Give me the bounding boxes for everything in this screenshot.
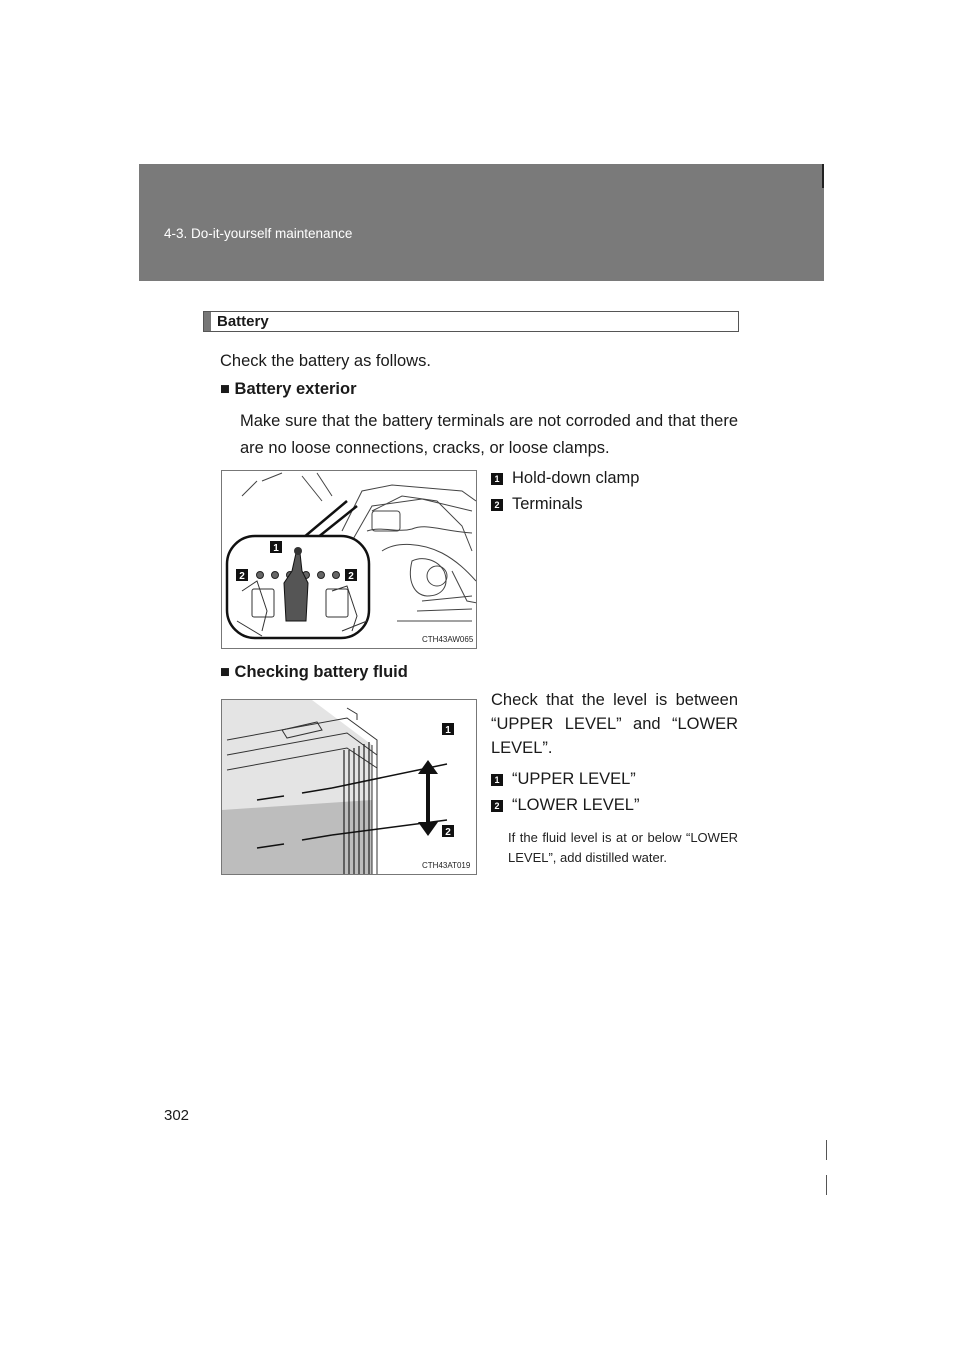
svg-text:2: 2 (239, 571, 245, 582)
distilled-water-note: If the fluid level is at or below “LOWER LEVEL”, add distilled water. (508, 830, 738, 865)
callout-number-badge: 1 (491, 473, 503, 485)
margin-rule (826, 1140, 827, 1160)
callout-number-badge: 2 (491, 499, 503, 511)
section-heading: Battery (217, 313, 269, 330)
battery-exterior-heading: ■ Battery exterior (220, 380, 357, 398)
battery-fluid-text: Check that the level is between “UPPER LEVEL” and “LOWER LEVEL”. (491, 691, 738, 757)
margin-rule (826, 1175, 827, 1195)
svg-text:2: 2 (348, 571, 354, 582)
page-number: 302 (164, 1107, 190, 1124)
section-heading-box (203, 311, 739, 332)
engine-bay-illustration (222, 471, 477, 649)
battery-fluid-figure (221, 699, 477, 875)
battery-fluid-heading: ■ Checking battery fluid (220, 663, 408, 681)
svg-text:1: 1 (445, 725, 451, 736)
figure1-code: CTH43AW065 (422, 635, 474, 644)
callout-upper-level (491, 766, 636, 792)
callout-number-badge: 2 (491, 800, 503, 812)
callout-terminals (491, 491, 583, 517)
header-tick (822, 164, 824, 188)
callout-label: “LOWER LEVEL” (512, 796, 640, 814)
intro-text: Check the battery as follows. (220, 352, 431, 370)
callout-hold-down-clamp (491, 465, 639, 491)
callout-lower-level (491, 792, 639, 818)
battery-exterior-text: Make sure that the battery terminals are not corroded and that there are no loose connections, cracks, or loose clamps. (240, 412, 738, 457)
svg-text:1: 1 (273, 543, 279, 554)
battery-exterior-figure (221, 470, 477, 649)
callout-label: Terminals (512, 495, 583, 513)
callout-number-badge: 1 (491, 774, 503, 786)
battery-side-illustration (222, 700, 477, 875)
callout-label: Hold-down clamp (512, 469, 640, 487)
header-band (139, 164, 824, 281)
figure2-code: CTH43AT019 (422, 861, 471, 870)
svg-text:2: 2 (445, 827, 451, 838)
section-title: 4-3. Do-it-yourself maintenance (164, 226, 353, 241)
heading-accent-bar (204, 312, 211, 331)
callout-label: “UPPER LEVEL” (512, 770, 636, 788)
